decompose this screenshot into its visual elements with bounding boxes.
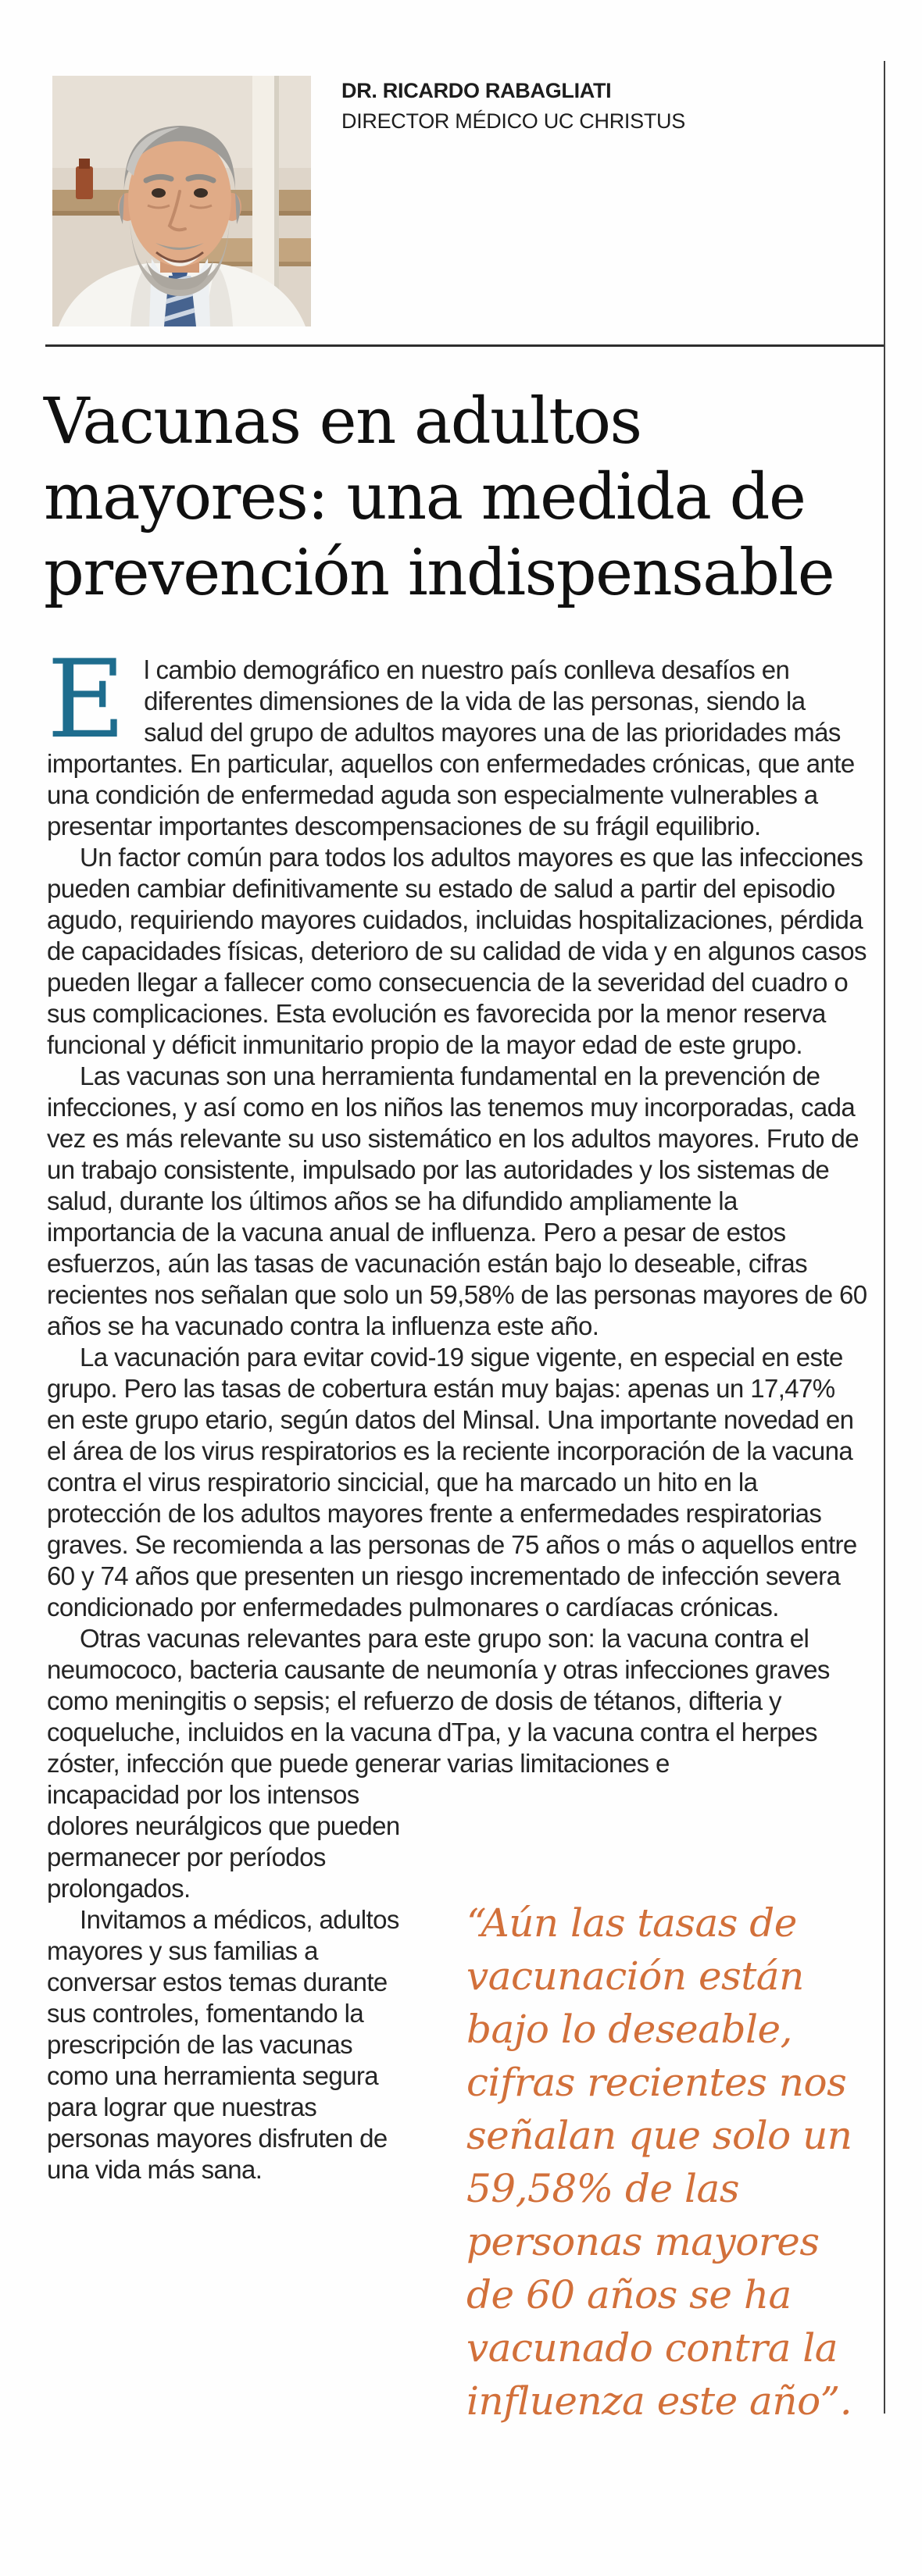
pull-quote: “Aún las tasas de vacunación están bajo lo deseable, cifras recientes nos señalan que solo un 59,58% de las personas mayores de 60 años se ha vacunado contra la influenza este año”. [466,1900,852,2424]
narrow-text-column [47,1779,406,2185]
body-paragraphs [47,842,869,1779]
headline-line: prevención indispensable [44,537,834,610]
narrow-continuation-text: incapacidad por los intensos dolores neurálgicos que pueden permanecer por períodos prolongados. [47,1780,400,1903]
body-paragraph: Las vacunas son una herramienta fundamental en la prevención de infecciones, y así como en los niños las tenemos muy incorporadas, cada vez es más relevante su uso sistemático en los adultos mayores. Fruto de un trabajo consistente, impulsado por las autoridades y los sistemas de salud, durante los últimos años se ha difundido ampliamente la importancia de la vacuna anual de influenza. Pero a pesar de estos esfuerzos, aún las tasas de vacunación están bajo lo deseable, cifras recientes nos señalan que solo un 59,58% de las personas mayores de 60 años se ha vacunado contra la influenza este año. [47,1061,867,1340]
author-name: DR. RICARDO RABAGLIATI [341,79,612,102]
header-divider-rule [45,344,884,347]
opening-paragraph [47,637,869,842]
headline-line: mayores: una medida de [44,461,806,534]
doctor-portrait-photo [52,76,311,326]
headline [44,384,884,612]
opening-paragraph-text: l cambio demográfico en nuestro país conlleva desafíos en diferentes dimensiones de la vida de las personas, siendo la salud del grupo de adultos mayores una de las prioridades más importantes. En particular, aquellos con enfermedades crónicas, que ante una condición de enfermedad aguda son especialmente vulnerables a presentar importantes descompensaciones de su frágil equilibrio. [47,655,855,840]
body-paragraph: Otras vacunas relevantes para este grupo son: la vacuna contra el neumococo, bacteria causante de neumonía y otras infecciones graves como meningitis o sepsis; el refuerzo de dosis de tétanos, difteria y coqueluche, incluidos en la vacuna dTpa, y la vacuna contra el herpes zóster, infección que puede generar varias limitaciones e [47,1624,830,1778]
dropcap-letter: E [47,637,126,762]
article-body [47,637,869,2428]
closing-paragraph: Invitamos a médicos, adultos mayores y sus familias a conversar estos temas durante sus controles, fomentando la prescripción de las vacunas como una herramienta segura para lograr que nuestras personas mayores disfruten de una vida más sana. [47,1905,399,2184]
author-role: DIRECTOR MÉDICO UC CHRISTUS [341,109,685,133]
headline-line: Vacunas en adultos [44,385,641,458]
body-paragraph: La vacunación para evitar covid-19 sigue vigente, en especial en este grupo. Pero las tasas de cobertura están muy bajas: apenas un 17,47% en este grupo etario, según datos del Minsal. Una importante novedad en el área de los virus respiratorios es la reciente incorporación de la vacuna contra el virus respiratorio sincicial, que ha marcado un hito en la protección de los adultos mayores frente a enfermedades respiratorias graves. Se recomienda a las personas de 75 años o más o aquellos entre 60 y 74 años que presenten un riesgo incrementado de infección severa condicionado por enfermedades pulmonares o cardíacas crónicas. [47,1343,857,1622]
doctor-portrait-illustration [52,76,311,326]
body-paragraph: Un factor común para todos los adultos mayores es que las infecciones pueden cambiar definitivamente su estado de salud a partir del episodio agudo, requiriendo mayores cuidados, incluidas hospitalizaciones, pérdida de capacidades físicas, deterioro de su calidad de vida y en algunos casos pueden llegar a fallecer como consecuencia de la severidad del cuadro o sus complicaciones. Esta evolución es favorecida por la menor reserva funcional y déficit inmunitario propio de la mayor edad de este grupo. [47,843,867,1059]
byline [341,79,685,133]
quote-wrap-section [47,1779,869,2428]
